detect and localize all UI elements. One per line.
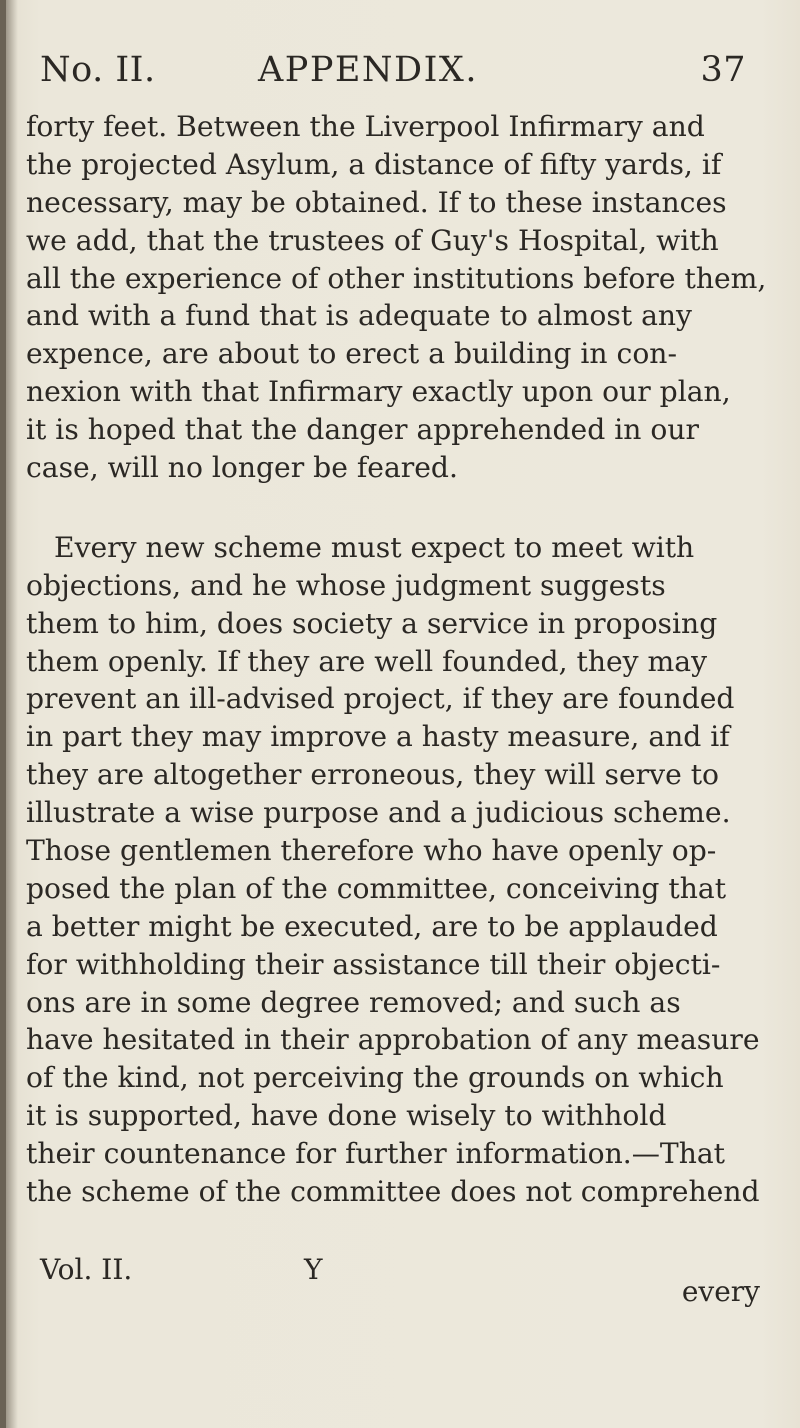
text-line: for withholding their assistance till their objecti- xyxy=(26,947,721,981)
text-line: in part they may improve a hasty measure, and if xyxy=(26,720,730,754)
header-title: APPENDIX. xyxy=(258,50,478,90)
paragraph-2 xyxy=(26,529,766,1211)
text-line: it is hoped that the danger apprehended in our xyxy=(26,413,699,447)
binding-shadow xyxy=(6,0,18,1428)
text-line: illustrate a wise purpose and a judicious scheme. xyxy=(26,796,731,830)
text-line: it is supported, have done wisely to withhold xyxy=(26,1099,667,1133)
text-line: posed the plan of the committee, conceiving that xyxy=(26,871,727,905)
text-line: have hesitated in their approbation of any measure xyxy=(26,1023,760,1057)
text-line: them to him, does society a service in proposing xyxy=(26,606,718,640)
text-line: ons are in some degree removed; and such as xyxy=(26,985,681,1019)
paragraph-1 xyxy=(26,108,766,487)
text-line: expence, are about to erect a building in con- xyxy=(26,337,677,371)
header-number: No. II. xyxy=(40,50,156,90)
page-footer xyxy=(40,1253,760,1323)
catchword: every xyxy=(681,1275,760,1308)
text-line: and with a fund that is adequate to almost any xyxy=(26,299,692,333)
text-line: all the experience of other institutions before them, xyxy=(26,261,767,295)
text-line: the projected Asylum, a distance of fifty yards, if xyxy=(26,147,722,181)
body-text xyxy=(26,108,766,1211)
page-number: 37 xyxy=(700,50,746,90)
text-line: we add, that the trustees of Guy's Hospital, with xyxy=(26,223,719,257)
text-line: necessary, may be obtained. If to these instances xyxy=(26,185,727,219)
text-line: objections, and he whose judgment suggests xyxy=(26,568,666,602)
text-line: of the kind, not perceiving the grounds on which xyxy=(26,1061,724,1095)
volume-signature: Vol. II. xyxy=(40,1253,133,1286)
paragraph-gap xyxy=(26,487,766,529)
text-line: forty feet. Between the Liverpool Infirmary and xyxy=(26,110,705,143)
text-line: their countenance for further information.—That xyxy=(26,1137,726,1171)
text-line: prevent an ill-advised project, if they are founded xyxy=(26,682,735,716)
signature-mark: Y xyxy=(304,1253,323,1286)
text-line: they are altogether erroneous, they will serve to xyxy=(26,758,720,792)
text-line: the scheme of the committee does not comprehend xyxy=(26,1175,760,1209)
text-line: a better might be executed, are to be applauded xyxy=(26,909,718,943)
text-line: them openly. If they are well founded, they may xyxy=(26,644,708,678)
running-header xyxy=(40,50,760,100)
text-line: case, will no longer be feared. xyxy=(26,451,458,485)
text-line: nexion with that Infirmary exactly upon our plan, xyxy=(26,375,731,409)
text-line: Those gentlemen therefore who have openly op- xyxy=(26,834,717,868)
text-line: Every new scheme must expect to meet with xyxy=(54,530,695,564)
